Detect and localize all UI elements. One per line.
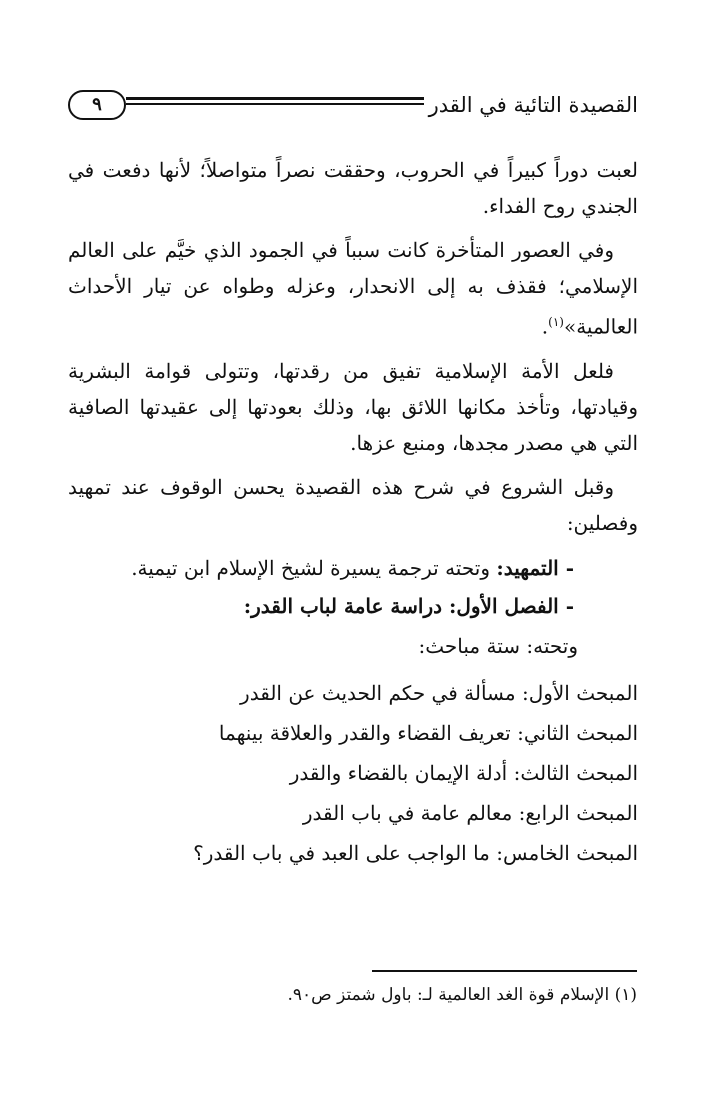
paragraph-text: وفي العصور المتأخرة كانت سبباً في الجمود الذي خيَّم على العالم الإسلامي؛ فقذف به إلى الانحدار، وعزله وطواه عن تيار الأحداث العالمية» (68, 238, 638, 339)
paragraph: وقبل الشروع في شرح هذه القصيدة يحسن الوقوف عند تمهيد وفصلين: (68, 474, 638, 535)
running-header (68, 88, 638, 122)
paragraph-end: . (541, 314, 549, 339)
paragraph: فلعل الأمة الإسلامية تفيق من رقدتها، وتتولى قوامة البشرية وقيادتها، وتأخذ مكانها اللائق بها، وذلك بعودتها إلى عقيدتها الصافية التي هي مصدر مجدها، ومنبع عزها. (68, 358, 638, 455)
mabhath-item: المبحث الثالث: أدلة الإيمان بالقضاء والقدر (289, 760, 638, 785)
header-title: القصيدة التائية في القدر (428, 93, 638, 117)
header-rule-thick (126, 97, 424, 100)
item-label: - التمهيد: (496, 555, 574, 580)
footnote-marker: (١) (548, 315, 564, 329)
list-item-tamheed (68, 549, 638, 587)
header-rule (126, 97, 424, 107)
footnote: (١) الإسلام قوة الغد العالمية لـ: باول شمتز ص٩٠. (287, 985, 637, 1005)
mabhath-item: المبحث الخامس: ما الواجب على العبد في باب القدر؟ (193, 840, 638, 865)
page-number: ٩ (68, 90, 126, 120)
mabhath-item: المبحث الرابع: معالم عامة في باب القدر (302, 800, 638, 825)
item-label: - الفصل الأول: دراسة عامة لباب القدر: (243, 593, 574, 618)
footnote-divider (372, 970, 637, 972)
list-item-fasl (68, 587, 638, 625)
paragraph (68, 232, 638, 345)
sub-heading: وتحته: ستة مباحث: (418, 633, 578, 658)
item-text: وتحته ترجمة يسيرة لشيخ الإسلام ابن تيمية. (131, 555, 497, 580)
mabhath-item: المبحث الأول: مسألة في حكم الحديث عن القدر (240, 680, 638, 705)
body-text (68, 152, 638, 873)
header-rule-thin (126, 103, 424, 105)
mabhath-item: المبحث الثاني: تعريف القضاء والقدر والعلاقة بينهما (218, 720, 638, 745)
paragraph: لعبت دوراً كبيراً في الحروب، وحققت نصراً متواصلاً؛ لأنها دفعت في الجندي روح الفداء. (68, 158, 638, 218)
